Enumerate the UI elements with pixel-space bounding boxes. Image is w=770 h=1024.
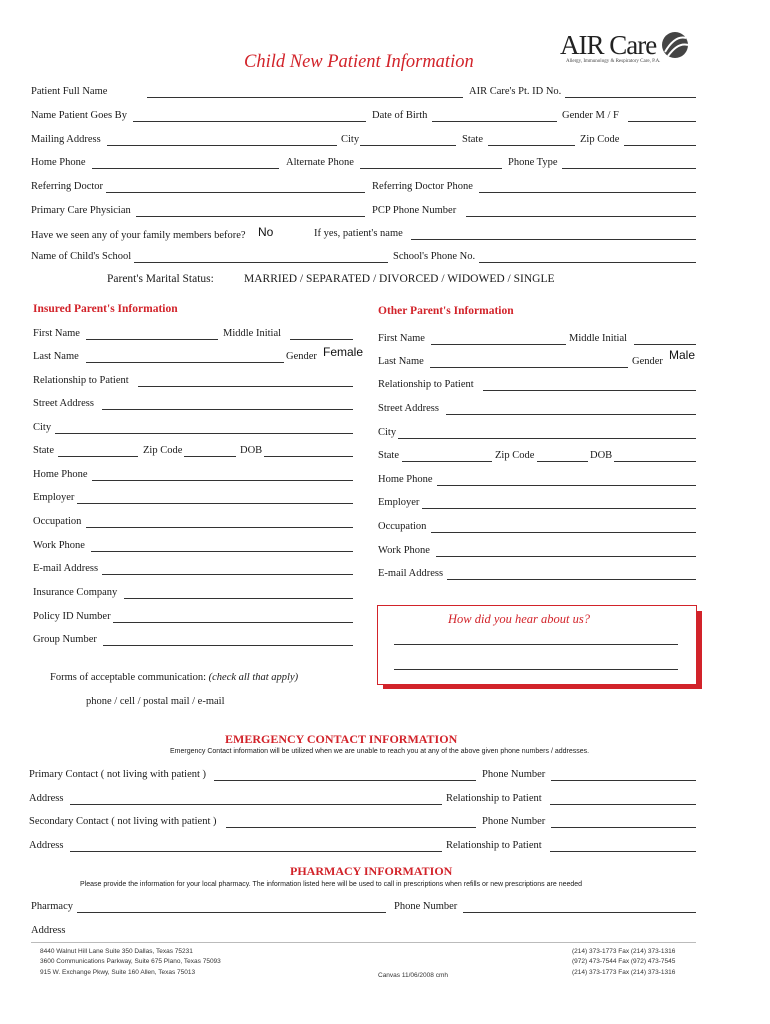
field-hear-line-1[interactable]: [394, 644, 678, 645]
label-ins-dob: DOB: [240, 445, 263, 456]
label-ins-email: E-mail Address: [33, 563, 99, 574]
footer-phone-1: (214) 373-1773 Fax (214) 373-1316: [572, 948, 676, 955]
field-ins-employer[interactable]: [77, 503, 353, 504]
label-ins-last: Last Name: [33, 351, 79, 362]
field-ins-relationship[interactable]: [138, 386, 353, 387]
label-pharmacy-phone: Phone Number: [394, 901, 458, 912]
label-oth-email: E-mail Address: [378, 568, 444, 579]
field-goes-by[interactable]: [133, 121, 366, 122]
label-home-phone: Home Phone: [31, 157, 86, 168]
label-oth-first: First Name: [378, 333, 425, 344]
label-pcp: Primary Care Physician: [31, 205, 131, 216]
label-ins-mi: Middle Initial: [223, 328, 282, 339]
communication-options[interactable]: phone / cell / postal mail / e-mail: [86, 696, 225, 707]
field-ins-first[interactable]: [86, 339, 218, 340]
label-pharmacy: Pharmacy: [31, 901, 73, 912]
label-primary-contact: Primary Contact ( not living with patient ): [29, 769, 207, 780]
label-pt-id: AIR Care's Pt. ID No.: [469, 86, 562, 97]
field-ins-street[interactable]: [102, 409, 353, 410]
field-oth-state[interactable]: [402, 461, 492, 462]
field-phone-type[interactable]: [562, 168, 696, 169]
emergency-heading: EMERGENCY CONTACT INFORMATION: [225, 732, 458, 746]
label-state: State: [462, 134, 483, 145]
label-ins-first: First Name: [33, 328, 80, 339]
label-ins-zip: Zip Code: [143, 445, 183, 456]
field-secondary-relationship[interactable]: [550, 851, 696, 852]
label-dob: Date of Birth: [372, 110, 428, 121]
field-ins-group[interactable]: [103, 645, 353, 646]
label-ref-doctor: Referring Doctor: [31, 181, 104, 192]
communication-label-prefix: Forms of acceptable communication:: [50, 672, 209, 683]
label-ins-group: Group Number: [33, 634, 97, 645]
field-ins-zip[interactable]: [184, 456, 236, 457]
field-ins-work-phone[interactable]: [91, 551, 353, 552]
field-oth-mi[interactable]: [634, 344, 696, 345]
insured-heading: Insured Parent's Information: [33, 303, 178, 315]
value-family-seen[interactable]: No: [258, 225, 274, 239]
label-ins-occupation: Occupation: [33, 516, 82, 527]
field-ins-mi[interactable]: [290, 339, 353, 340]
label-ins-relationship: Relationship to Patient: [33, 375, 129, 386]
label-oth-work-phone: Work Phone: [378, 545, 430, 556]
label-family-seen: Have we seen any of your family members before?: [31, 230, 246, 241]
label-marital: Parent's Marital Status:: [107, 273, 214, 285]
field-secondary-contact[interactable]: [226, 827, 476, 828]
label-pcp-phone: PCP Phone Number: [372, 205, 457, 216]
label-secondary-phone: Phone Number: [482, 816, 546, 827]
label-secondary-contact: Secondary Contact ( not living with patient ): [29, 816, 217, 827]
hear-about-label: How did you hear about us?: [448, 612, 591, 626]
page-title: Child New Patient Information: [244, 52, 474, 72]
label-primary-phone: Phone Number: [482, 769, 546, 780]
label-school: Name of Child's School: [31, 251, 132, 262]
label-patient-full-name: Patient Full Name: [31, 86, 108, 97]
field-oth-dob[interactable]: [614, 461, 696, 462]
label-oth-employer: Employer: [378, 497, 420, 508]
label-primary-relationship: Relationship to Patient: [446, 793, 542, 804]
field-ins-insurance[interactable]: [124, 598, 353, 599]
field-school[interactable]: [134, 262, 388, 263]
field-ins-policy[interactable]: [113, 622, 353, 623]
field-hear-line-2[interactable]: [394, 669, 678, 670]
label-oth-state: State: [378, 450, 399, 461]
field-ins-email[interactable]: [102, 574, 353, 575]
field-pharmacy-phone[interactable]: [463, 912, 696, 913]
field-ins-state[interactable]: [58, 456, 138, 457]
communication-label-note: (check all that apply): [208, 672, 299, 683]
field-patient-full-name[interactable]: [147, 97, 463, 98]
pharmacy-heading: PHARMACY INFORMATION: [290, 864, 453, 878]
field-oth-first[interactable]: [431, 344, 566, 345]
field-ins-last[interactable]: [86, 362, 284, 363]
label-ins-gender: Gender: [286, 351, 317, 362]
value-oth-gender[interactable]: Male: [669, 348, 696, 362]
field-ins-city[interactable]: [55, 433, 353, 434]
label-ins-work-phone: Work Phone: [33, 540, 85, 551]
label-oth-home-phone: Home Phone: [378, 474, 433, 485]
label-ins-city: City: [33, 422, 52, 433]
label-goes-by: Name Patient Goes By: [31, 110, 127, 121]
label-pharmacy-address: Address: [31, 925, 66, 936]
label-ins-state: State: [33, 445, 54, 456]
field-ins-home-phone[interactable]: [92, 480, 353, 481]
field-city[interactable]: [360, 145, 456, 146]
footer-stamp: Canvas 11/06/2008 cmh: [378, 972, 448, 979]
field-state[interactable]: [488, 145, 575, 146]
label-secondary-address: Address: [29, 840, 64, 851]
field-ins-dob[interactable]: [264, 456, 353, 457]
label-zip: Zip Code: [580, 134, 620, 145]
field-oth-street[interactable]: [446, 414, 696, 415]
field-ins-occupation[interactable]: [86, 527, 353, 528]
logo: AIR Care: [560, 30, 657, 60]
label-ins-home-phone: Home Phone: [33, 469, 88, 480]
label-oth-gender: Gender: [632, 356, 663, 367]
field-zip[interactable]: [624, 145, 696, 146]
logo-subtitle: Allergy, Immunology & Respiratory Care, P.A.: [566, 59, 661, 64]
field-primary-address[interactable]: [70, 804, 442, 805]
footer-address-2: 3600 Communications Parkway, Suite 675 Plano, Texas 75093: [40, 958, 221, 965]
label-mailing: Mailing Address: [31, 134, 101, 145]
footer-phone-3: (214) 373-1773 Fax (214) 373-1316: [572, 969, 676, 976]
footer-phone-2: (972) 473-7544 Fax (972) 473-7545: [572, 958, 676, 965]
label-city: City: [341, 134, 360, 145]
field-pt-id[interactable]: [565, 97, 696, 98]
label-phone-type: Phone Type: [508, 157, 558, 168]
field-secondary-address[interactable]: [70, 851, 442, 852]
label-ins-street: Street Address: [33, 398, 94, 409]
label-ins-insurance: Insurance Company: [33, 587, 118, 598]
label-school-phone: School's Phone No.: [393, 251, 476, 262]
field-ref-doctor[interactable]: [106, 192, 365, 193]
field-school-phone[interactable]: [479, 262, 696, 263]
footer-address-1: 8440 Walnut Hill Lane Suite 350 Dallas, Texas 75231: [40, 948, 193, 955]
label-if-yes: If yes, patient's name: [314, 228, 403, 239]
field-oth-zip[interactable]: [537, 461, 588, 462]
field-primary-relationship[interactable]: [550, 804, 696, 805]
label-oth-street: Street Address: [378, 403, 439, 414]
label-secondary-relationship: Relationship to Patient: [446, 840, 542, 851]
field-pcp-phone[interactable]: [466, 216, 696, 217]
label-primary-address: Address: [29, 793, 64, 804]
field-if-yes[interactable]: [411, 239, 696, 240]
label-alt-phone: Alternate Phone: [286, 157, 354, 168]
footer-address-3: 915 W. Exchange Pkwy, Suite 160 Allen, Texas 75013: [40, 969, 196, 976]
field-pcp[interactable]: [136, 216, 365, 217]
label-ins-employer: Employer: [33, 492, 75, 503]
field-oth-last[interactable]: [430, 367, 628, 368]
leaf-logo-icon: [660, 30, 690, 60]
field-oth-email[interactable]: [447, 579, 696, 580]
field-dob[interactable]: [432, 121, 557, 122]
field-oth-relationship[interactable]: [483, 390, 696, 391]
value-ins-gender[interactable]: Female: [323, 345, 364, 359]
label-oth-occupation: Occupation: [378, 521, 427, 532]
label-oth-dob: DOB: [590, 450, 613, 461]
field-secondary-phone[interactable]: [551, 827, 696, 828]
emergency-note: Emergency Contact information will be utilized when we are unable to reach you at any of the above given phone numbers / addresses.: [170, 748, 590, 755]
label-ins-policy: Policy ID Number: [33, 611, 111, 622]
field-oth-work-phone[interactable]: [436, 556, 696, 557]
field-alt-phone[interactable]: [360, 168, 502, 169]
other-heading: Other Parent's Information: [378, 305, 514, 317]
field-oth-occupation[interactable]: [431, 532, 696, 533]
field-oth-city[interactable]: [398, 438, 696, 439]
field-ref-doctor-phone[interactable]: [479, 192, 696, 193]
field-oth-employer[interactable]: [422, 508, 696, 509]
label-oth-city: City: [378, 427, 397, 438]
communication-label: [50, 672, 298, 683]
label-oth-last: Last Name: [378, 356, 424, 367]
field-pharmacy[interactable]: [77, 912, 386, 913]
field-gender[interactable]: [628, 121, 696, 122]
field-oth-home-phone[interactable]: [437, 485, 696, 486]
field-primary-phone[interactable]: [551, 780, 696, 781]
field-home-phone[interactable]: [92, 168, 279, 169]
label-ref-doctor-phone: Referring Doctor Phone: [372, 181, 473, 192]
pharmacy-divider: [31, 942, 696, 943]
label-oth-zip: Zip Code: [495, 450, 535, 461]
label-oth-relationship: Relationship to Patient: [378, 379, 474, 390]
label-gender: Gender M / F: [562, 110, 619, 121]
field-primary-contact[interactable]: [214, 780, 476, 781]
marital-options[interactable]: MARRIED / SEPARATED / DIVORCED / WIDOWED / SINGLE: [244, 273, 555, 285]
field-mailing[interactable]: [107, 145, 337, 146]
pharmacy-note: Please provide the information for your local pharmacy. The information listed here will be used to call in prescriptions when refills or new prescriptions are needed: [80, 881, 583, 888]
label-oth-mi: Middle Initial: [569, 333, 628, 344]
